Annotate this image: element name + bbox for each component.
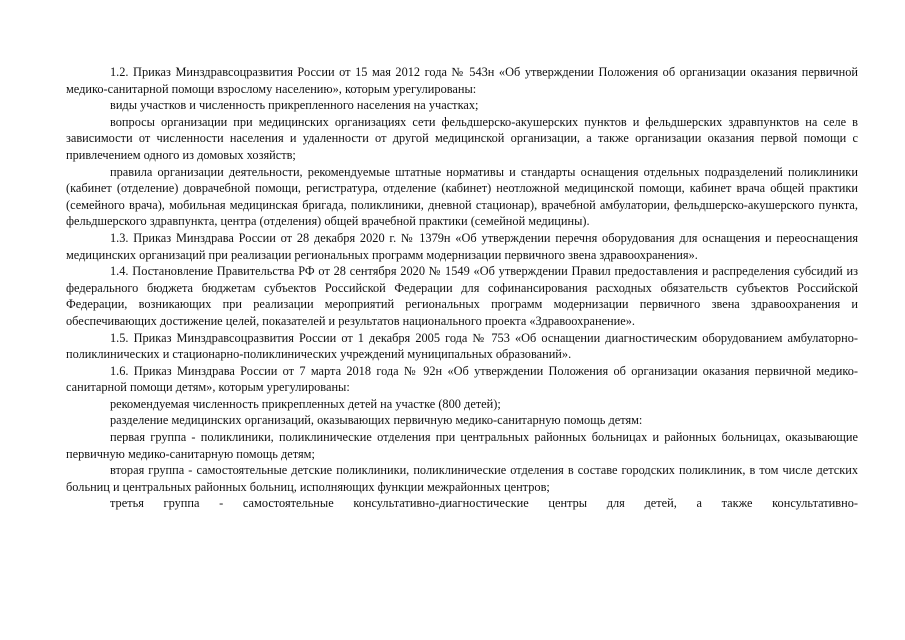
paragraph-organization-rules: правила организации деятельности, рекомендуемые штатные нормативы и стандарты оснащения отдельных подразделений поликлиники (кабинет (отделение) доврачебной помощи, регистратура, отделение (кабинет) неотложной медицинской помощи, кабинет врача общей практики (семейного врача), мобильная медицинская бригада, поликлиники, дневной стационар), врачебной амбулатории, фельдшерско-акушерского пункта, фельдшерского здравпункта, центра (отделения) общей врачебной практики (семейной медицины). — [66, 164, 858, 229]
paragraph-1-3: 1.3. Приказ Минздрава России от 28 декабря 2020 г. № 1379н «Об утверждении перечня оборудования для оснащения и переоснащения медицинских организаций при реализации региональных программ модернизации первичного звена здравоохранения». — [66, 230, 858, 262]
paragraph-groups-intro: разделение медицинских организаций, оказывающих первичную медико-санитарную помощь детям: — [110, 413, 643, 428]
paragraph-fap-organization: вопросы организации при медицинских организациях сети фельдшерско-акушерских пунктов и фельдшерских здравпунктов на селе в зависимости от численности населения и удаленности от другой медицинской организации, а также организации оказания первой помощи с привлечением одного из домовых хозяйств; — [66, 114, 858, 162]
paragraph-group-3: третья группа - самостоятельные консультативно-диагностические центры для детей, а также консультативно- — [110, 496, 858, 511]
document-page — [66, 64, 858, 512]
paragraph-children-count: рекомендуемая численность прикрепленных детей на участке (800 детей); — [110, 396, 501, 411]
paragraph-1-5: 1.5. Приказ Минздравсоцразвития России от 1 декабря 2005 года № 753 «Об оснащении диагностическим оборудованием амбулаторно-поликлинических и стационарно-поликлинических учреждений муниципальных образований». — [66, 330, 858, 362]
paragraph-sites: виды участков и численность прикрепленного населения на участках; — [110, 98, 479, 113]
paragraph-1-6: 1.6. Приказ Минздрава России от 7 марта 2018 года № 92н «Об утверждении Положения об организации оказания первичной медико-санитарной помощи детям», которым урегулированы: — [66, 363, 858, 395]
paragraph-1-4: 1.4. Постановление Правительства РФ от 28 сентября 2020 № 1549 «Об утверждении Правил предоставления и распределения субсидий из федерального бюджета бюджетам субъектов Российской Федерации для софинансирования расходных обязательств субъектов Российской Федерации, возникающих при реализации мероприятий региональных программ модернизации первичного звена здравоохранения и обеспечивающих достижение целей, показателей и результатов национального проекта «Здравоохранение». — [66, 264, 858, 328]
paragraph-group-2: вторая группа - самостоятельные детские поликлиники, поликлинические отделения в составе городских поликлиник, в том числе детских больниц и центральных районных больниц, исполняющих функции межрайонных центров; — [66, 463, 858, 494]
paragraph-group-1: первая группа - поликлиники, поликлинические отделения при центральных районных больницах и районных больницах, оказывающие первичную медико-санитарную помощь детям; — [66, 430, 858, 461]
paragraph-1-2: 1.2. Приказ Минздравсоцразвития России от 15 мая 2012 года № 543н «Об утверждении Положения об организации оказания первичной медико-санитарной помощи взрослому населению», которым урегулированы: — [66, 65, 858, 96]
